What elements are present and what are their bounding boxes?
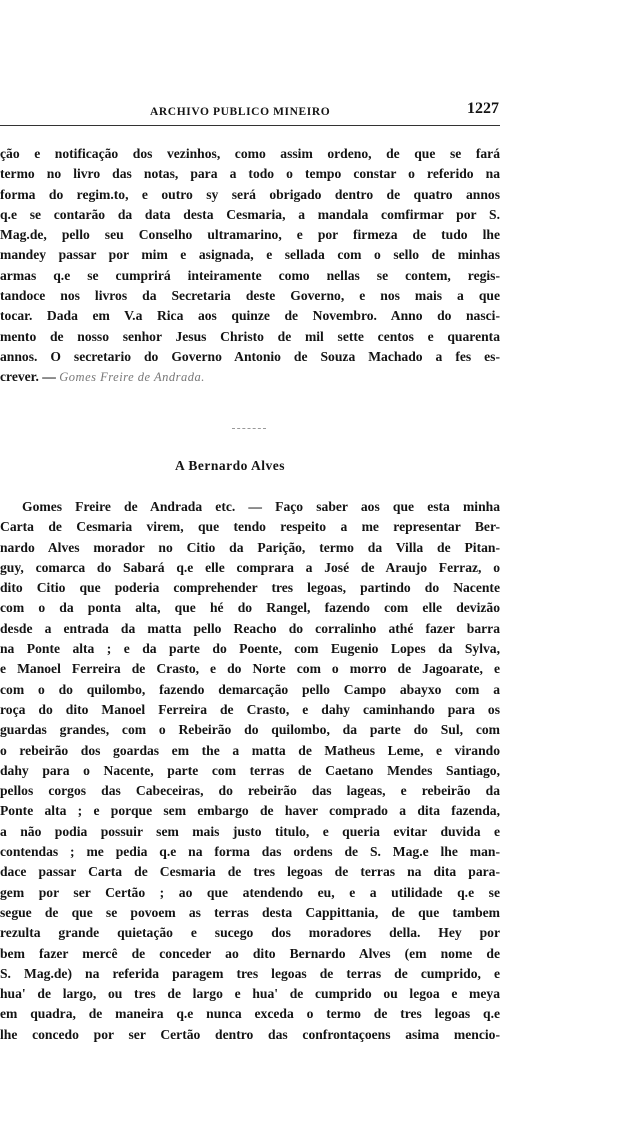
text-line: Mag.de, pello seu Conselho ultramarino, e por firmeza de tudo lhe: [0, 227, 500, 243]
text-line: S. Mag.de) na referida paragem tres legoas de terras de cumprido, e: [0, 965, 500, 981]
closing-text: crever. —: [0, 369, 56, 385]
text-line: mento de nosso senhor Jesus Christo de mil sette centos e quarenta: [0, 328, 500, 344]
text-line: tocar. Dada em V.a Rica aos quinze de Novembro. Anno do nasci-: [0, 308, 500, 324]
text-line: forma do regim.to, e outro sy será obrigado dentro de quatro annos: [0, 186, 500, 202]
running-header-title: ARCHIVO PUBLICO MINEIRO: [150, 106, 331, 118]
text-line: annos. O secretario do Governo Antonio de Souza Machado a fes es-: [0, 348, 500, 364]
text-line: dito Citio que poderia comprehender tres legoas, partindo do Nacente: [0, 580, 500, 596]
text-line: pellos corgos das Cabeceiras, do rebeirão das lageas, e rebeirão da: [0, 783, 500, 799]
text-line: em quadra, de maneira q.e nunca exceda o termo de tres legoas q.e: [0, 1006, 500, 1022]
text-line: ção e notificação dos vezinhos, como assim ordeno, de que se fará: [0, 146, 500, 161]
text-line: a não podia possuir sem mais justo titulo, e queria evitar duvida e: [0, 823, 500, 839]
text-line: Carta de Cesmaria virem, que tendo respeito a me representar Ber-: [0, 519, 500, 535]
text-line: dahy para o Nacente, parte com terras de Caetano Mendes Santiago,: [0, 762, 500, 778]
section-heading: A Bernardo Alves: [175, 458, 286, 473]
text-line: na Ponte alta ; e da parte do Poente, com Eugenio Lopes da Sylva,: [0, 641, 500, 657]
text-line: rezulta grande quietação e sucego dos moradores della. Hey por: [0, 925, 500, 941]
text-line: mandey passar por mim e asignada, e sellada com o sello de minhas: [0, 247, 500, 263]
text-line: lhe concedo por ser Certão dentro das confrontaçoens asima mencio-: [0, 1026, 500, 1042]
text-line: Gomes Freire de Andrada etc. — Faço saber aos que esta minha: [22, 499, 500, 514]
text-line: com o do quilombo, fazendo demarcação pello Campo abayxo com a: [0, 681, 500, 697]
section-divider: [232, 428, 266, 429]
text-line: guy, comarca do Sabará q.e elle comprara a José de Araujo Ferraz, o: [0, 559, 500, 575]
header-rule: [0, 125, 500, 126]
text-line: o rebeirão dos goardas em the a matta de Matheus Leme, e virando: [0, 742, 500, 758]
page-header: [0, 100, 640, 124]
text-line: desde a entrada da matta pello Reacho do corralinho athé fazer barra: [0, 620, 500, 636]
text-line: segue de que se povoem as terras desta Cappittania, de que tambem: [0, 904, 500, 920]
paragraph-1: [0, 144, 500, 388]
text-line: q.e se contarão da data desta Cesmaria, a mandala comfirmar por S.: [0, 206, 500, 222]
text-line: gem por ser Certão ; ao que atendendo eu, e a utilidade q.e se: [0, 884, 500, 900]
text-line: hua' de largo, ou tres de largo e hua' de cumprido ou legoa e meya: [0, 986, 500, 1002]
text-line: nardo Alves morador no Citio da Parição, termo da Villa de Pitan-: [0, 539, 500, 555]
paragraph-2: [0, 497, 500, 1045]
text-line: termo no livro das notas, para a todo o tempo constar o referido na: [0, 166, 500, 182]
text-line: guardas grandes, com o Rebeirão do quilombo, da parte do Sul, com: [0, 722, 500, 738]
text-line: com o da ponta alta, que hé do Rangel, fazendo com elle devizão: [0, 600, 500, 616]
text-line: dace passar Carta de Cesmaria de tres legoas de terras na dita para-: [0, 864, 500, 880]
text-line: contendas ; me pedia q.e na forma das ordens de S. Mag.e lhe man-: [0, 844, 500, 860]
page-number: 1227: [467, 100, 499, 117]
text-line: armas q.e se cumprirá inteiramente como nellas se contem, regis-: [0, 267, 500, 283]
text-line: tandoce nos livros da Secretaria deste Governo, e nos mais a que: [0, 288, 500, 304]
text-line: e Manoel Ferreira de Crasto, e do Norte com o morro de Jagoarate, e: [0, 661, 500, 677]
closing-line: [0, 367, 500, 387]
signature: Gomes Freire de Andrada.: [59, 370, 205, 385]
text-line: bem fazer mercê de conceder ao dito Bernardo Alves (em nome de: [0, 945, 500, 961]
text-line: Ponte alta ; e porque sem embargo de haver comprado a dita fazenda,: [0, 803, 500, 819]
text-line: roça do dito Manoel Ferreira de Crasto, e dahy caminhando para os: [0, 701, 500, 717]
